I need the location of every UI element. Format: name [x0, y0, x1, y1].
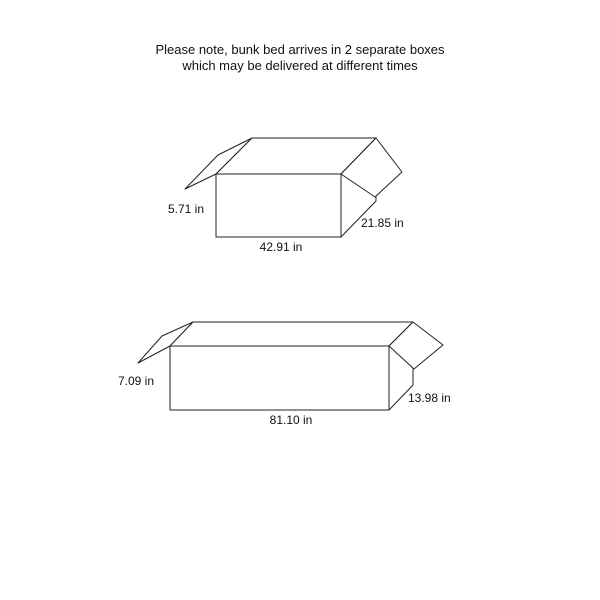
- box-1-height-label: 5.71 in: [167, 202, 204, 216]
- box-2-top-face: [170, 322, 413, 346]
- box-2-depth-label: 13.98 in: [408, 391, 451, 405]
- delivery-note-line-1: Please note, bunk bed arrives in 2 separate boxes: [155, 42, 445, 57]
- box-2-height-label: 7.09 in: [117, 374, 154, 388]
- box-1: [168, 138, 404, 254]
- box-1-length-label: 42.91 in: [259, 240, 303, 254]
- box-1-front-face: [216, 174, 341, 237]
- box-2-length-label: 81.10 in: [269, 413, 313, 427]
- delivery-note-line-2: which may be delivered at different times: [182, 58, 418, 73]
- box-2: [118, 322, 451, 427]
- box-1-depth-label: 21.85 in: [361, 216, 404, 230]
- box-2-front-face: [170, 346, 389, 410]
